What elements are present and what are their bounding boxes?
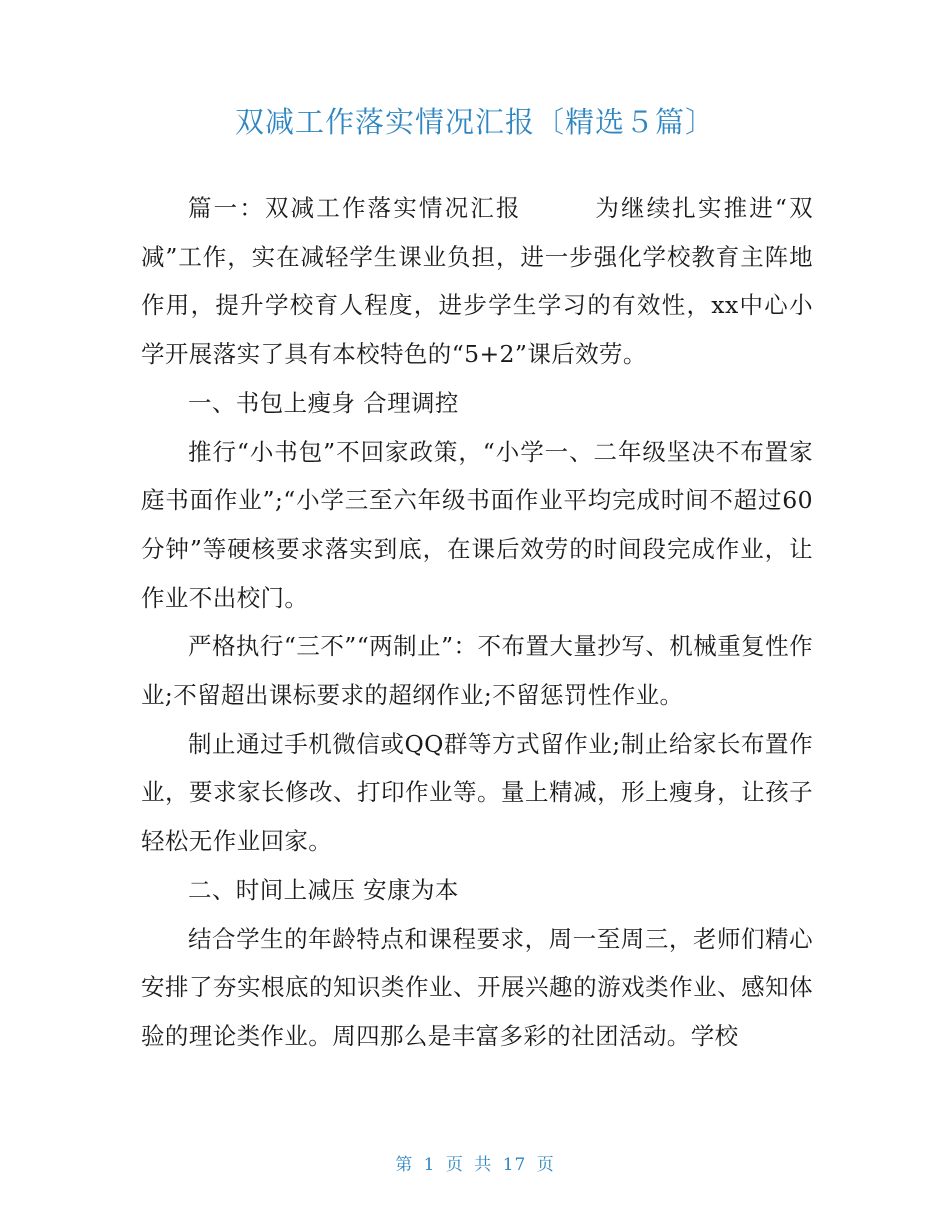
paragraph-2: 严格执行“三不”“两制止”：不布置大量抄写、机械重复性作业;不留超出课标要求的超纲作业;不留惩罚性作业。 — [141, 632, 813, 710]
section-heading-1: 一、书包上瘦身 合理调控 — [188, 388, 459, 417]
intro-heading: 篇一：双减工作落实情况汇报 — [188, 194, 522, 222]
document-body — [141, 184, 813, 1061]
intro-paragraph — [141, 184, 813, 379]
paragraph-1: 推行“小书包”不回家政策，“小学一、二年级坚决不布置家庭书面作业”;“小学三至六年级书面作业平均完成时间不超过60分钟”等硬核要求落实到底，在课后效劳的时间段完成作业，让作业不出校门。 — [141, 437, 813, 612]
paragraph-3: 制止通过手机微信或QQ群等方式留作业;制止给家长布置作业，要求家长修改、打印作业等。量上精减，形上瘦身，让孩子轻松无作业回家。 — [141, 729, 813, 856]
section-heading-2: 二、时间上减压 安康为本 — [188, 875, 459, 904]
page-number-footer: 第 1 页 共 17 页 — [395, 1155, 555, 1175]
document-title: 双减工作落实情况汇报〔精选５篇〕 — [234, 105, 715, 139]
paragraph-4: 结合学生的年龄特点和课程要求，周一至周三，老师们精心安排了夯实根底的知识类作业、开展兴趣的游戏类作业、感知体验的理论类作业。周四那么是丰富多彩的社团活动。学校 — [141, 924, 813, 1050]
intro-text: 为继续扎实推进“双减”工作，实在减轻学生课业负担，进一步强化学校教育主阵地作用，提升学校育人程度，进步学生学习的有效性，xx中心小学开展落实了具有本校特色的“5+2”课后效劳。 — [141, 194, 813, 369]
